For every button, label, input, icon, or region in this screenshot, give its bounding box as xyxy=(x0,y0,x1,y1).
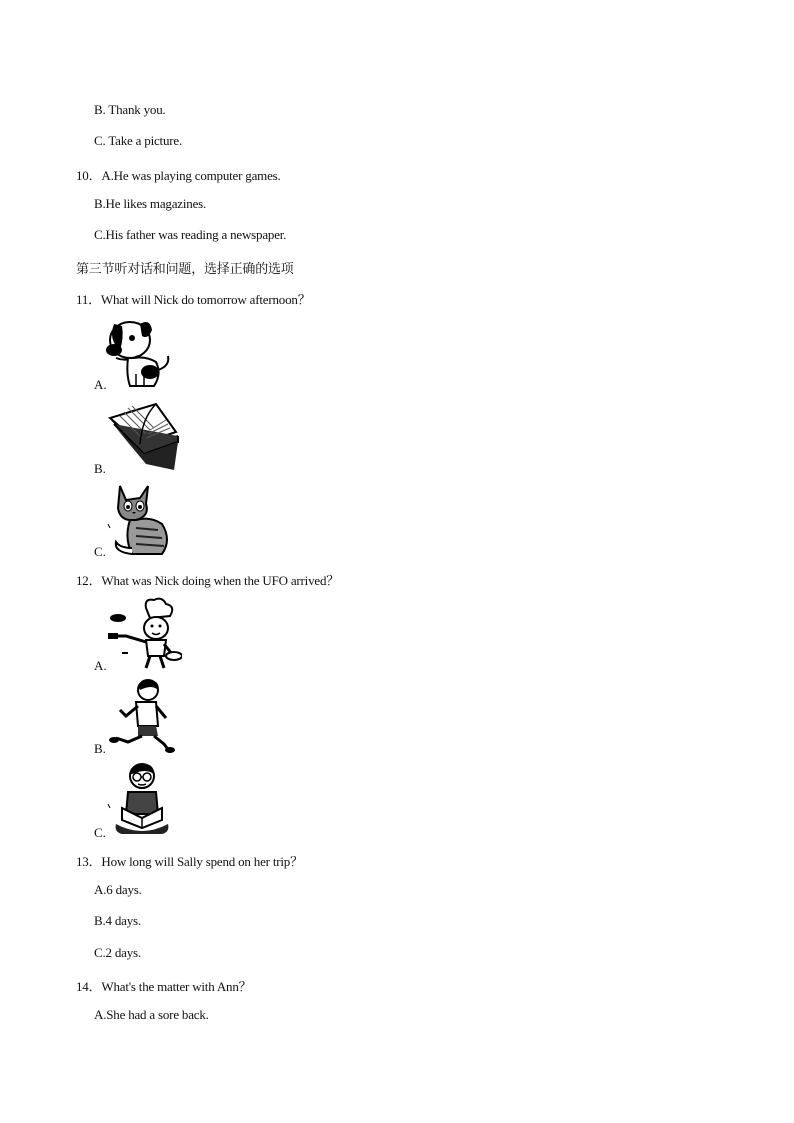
q14-question: 14．What's the matter with Ann？ xyxy=(76,979,252,994)
q12-option-b-label: B. xyxy=(94,741,106,756)
q10-option-a: 10．A.He was playing computer games. xyxy=(76,168,281,183)
q10-option-c: C.His father was reading a newspaper. xyxy=(94,227,287,242)
q11-option-a-label: A. xyxy=(94,377,107,392)
q13-question: 13．How long will Sally spend on her trip？ xyxy=(76,854,303,869)
cat-icon xyxy=(106,482,176,558)
q9-option-c: C. Take a picture. xyxy=(94,133,183,148)
q10-option-b: B.He likes magazines. xyxy=(94,196,207,211)
section3-heading: 第三节听对话和问题，选择正确的选项 xyxy=(76,262,294,277)
q13-option-a: A.6 days. xyxy=(94,882,142,897)
q11-option-b-label: B. xyxy=(94,461,106,476)
boy-cooking-icon xyxy=(106,596,182,670)
q11-option-c-label: C. xyxy=(94,544,106,559)
boy-running-icon xyxy=(108,678,176,754)
q13-option-c: C.2 days. xyxy=(94,945,141,960)
q14-option-a: A.She had a sore back. xyxy=(94,1007,209,1022)
book-icon xyxy=(106,398,180,472)
q12-option-c-label: C. xyxy=(94,825,106,840)
q12-option-a-label: A. xyxy=(94,658,107,673)
dog-icon xyxy=(104,314,174,390)
q12-question: 12．What was Nick doing when the UFO arrived？ xyxy=(76,573,340,588)
boy-reading-icon xyxy=(106,762,176,838)
q13-option-b: B.4 days. xyxy=(94,913,141,928)
q9-option-b: B. Thank you. xyxy=(94,102,166,117)
q11-question: 11．What will Nick do tomorrow afternoon？ xyxy=(76,292,311,307)
